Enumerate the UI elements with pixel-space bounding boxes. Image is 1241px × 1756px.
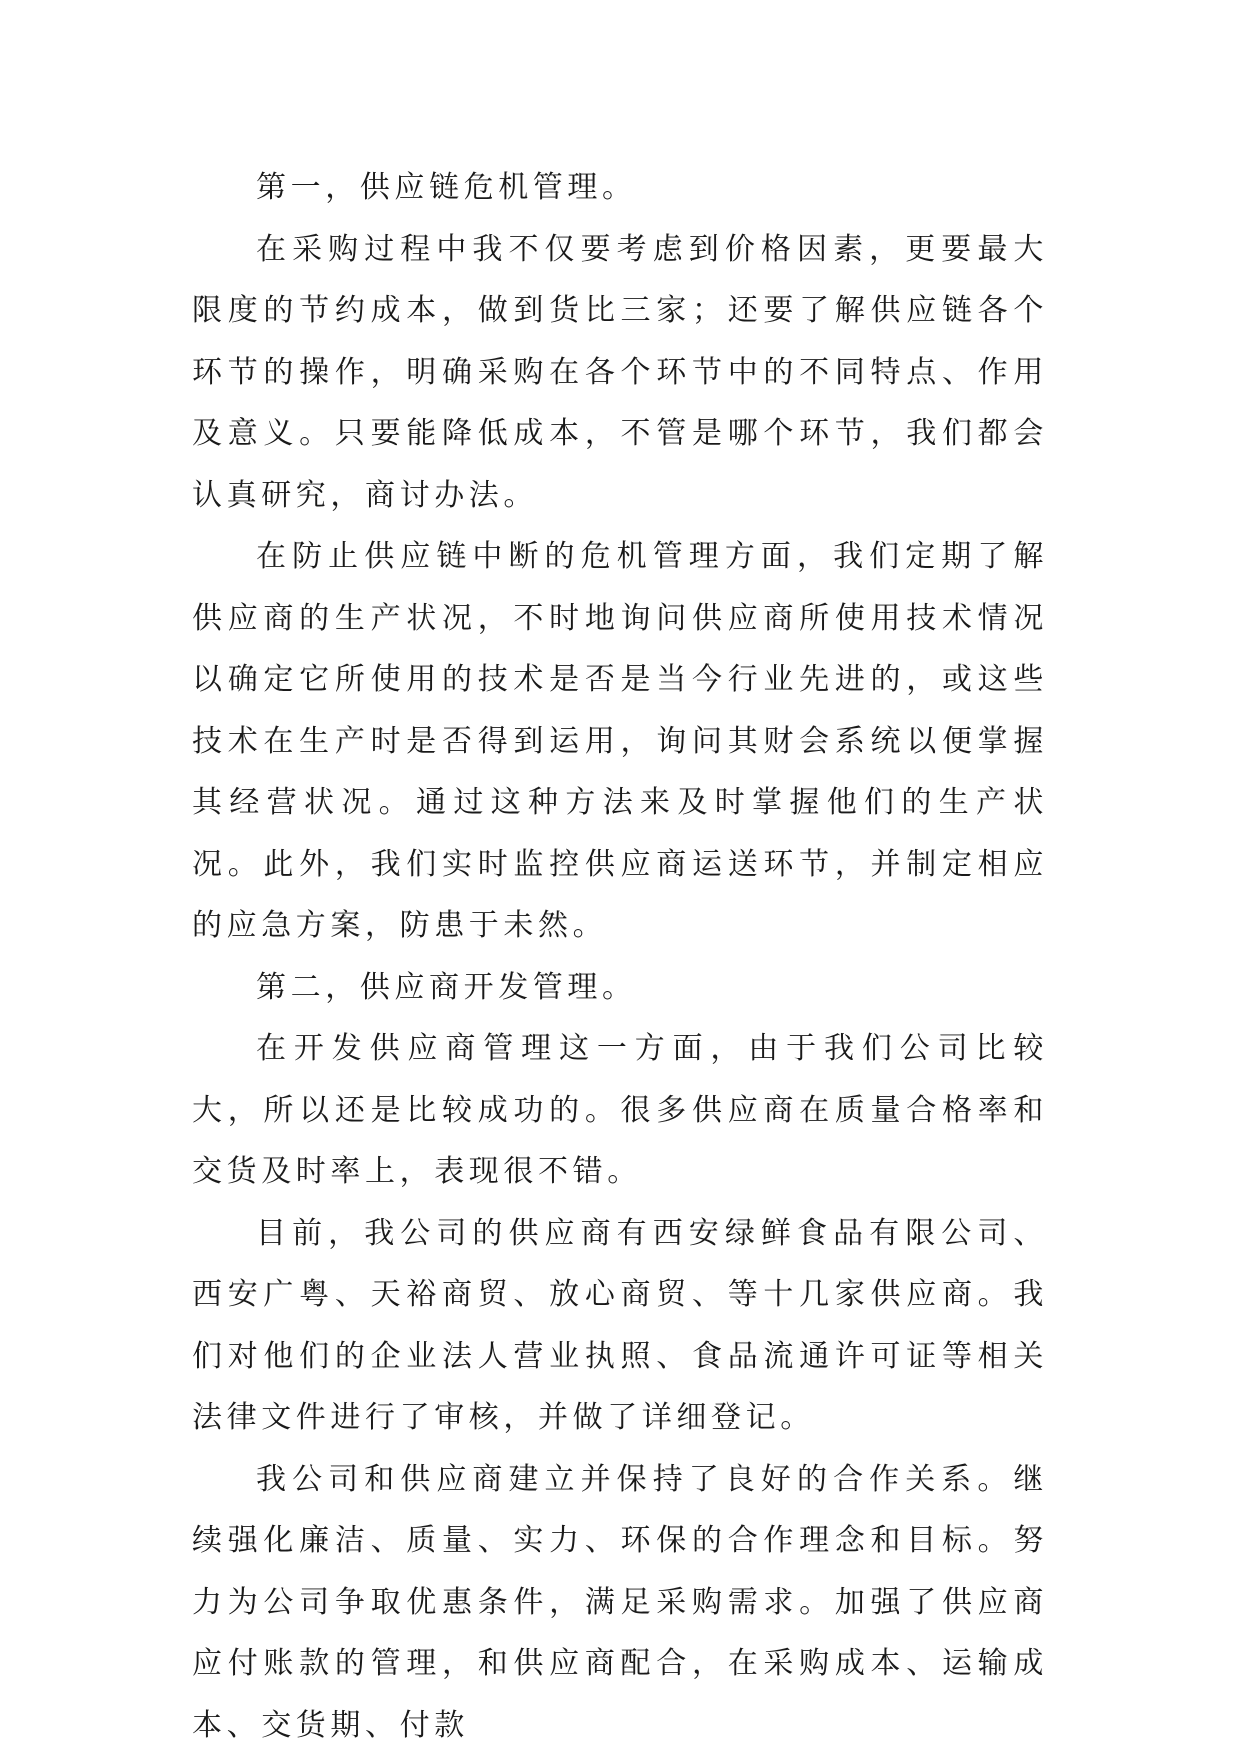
paragraph-procurement-cost: 在采购过程中我不仅要考虑到价格因素，更要最大限度的节约成本，做到货比三家；还要了解供应链各个环节的操作，明确采购在各个环节中的不同特点、作用及意义。只要能降低成本，不管是哪个环节，我们都会认真研究，商讨办法。 [192, 219, 1048, 527]
paragraph-supplier-list: 目前，我公司的供应商有西安绿鲜食品有限公司、西安广粤、天裕商贸、放心商贸、等十几家供应商。我们对他们的企业法人营业执照、食品流通许可证等相关法律文件进行了审核，并做了详细登记。 [192, 1203, 1048, 1449]
section-heading-2: 第二，供应商开发管理。 [192, 957, 1048, 1019]
section-heading-1: 第一，供应链危机管理。 [192, 157, 1048, 219]
paragraph-supplier-development: 在开发供应商管理这一方面，由于我们公司比较大，所以还是比较成功的。很多供应商在质量合格率和交货及时率上，表现很不错。 [192, 1018, 1048, 1203]
document-body [192, 157, 1048, 1756]
paragraph-crisis-management: 在防止供应链中断的危机管理方面，我们定期了解供应商的生产状况，不时地询问供应商所使用技术情况以确定它所使用的技术是否是当今行业先进的，或这些技术在生产时是否得到运用，询问其财会系统以便掌握其经营状况。通过这种方法来及时掌握他们的生产状况。此外，我们实时监控供应商运送环节，并制定相应的应急方案，防患于未然。 [192, 526, 1048, 957]
paragraph-cooperation: 我公司和供应商建立并保持了良好的合作关系。继续强化廉洁、质量、实力、环保的合作理念和目标。努力为公司争取优惠条件，满足采购需求。加强了供应商应付账款的管理，和供应商配合，在采购成本、运输成本、交货期、付款 [192, 1449, 1048, 1756]
